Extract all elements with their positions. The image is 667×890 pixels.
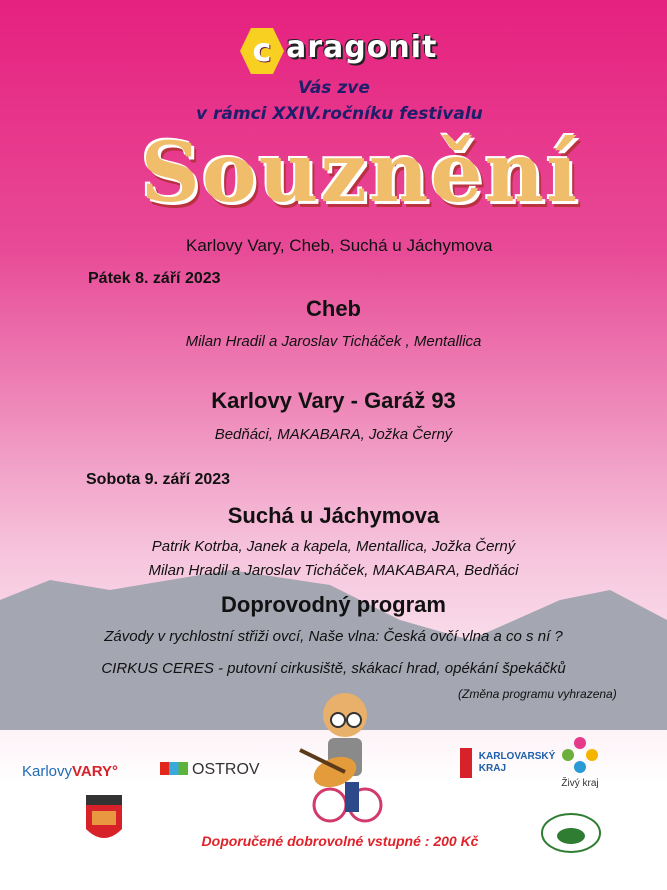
invite-line-1: Vás zve — [298, 78, 370, 98]
guitarist-illustration — [290, 690, 395, 825]
day2-date: Sobota 9. září 2023 — [86, 471, 231, 488]
zivy-kraj-logo — [550, 735, 610, 789]
coat-of-arms-icon — [82, 795, 126, 847]
kv-logo-part-a: Karlovy — [22, 763, 73, 780]
karlovy-vary-logo — [22, 763, 118, 780]
day1-date: Pátek 8. září 2023 — [88, 270, 221, 287]
kraj-mark-icon — [460, 748, 472, 778]
festival-places: Karlovy Vary, Cheb, Suchá u Jáchymova — [186, 236, 493, 255]
program-heading: Doprovodný program — [221, 592, 446, 617]
program-line-1: Závody v rychlostní střiži ovcí, Naše vlna: Česká ovčí vlna a co s ní ? — [104, 628, 563, 645]
kraj-line-2: KRAJ — [478, 763, 507, 774]
lineup-cheb: Milan Hradil a Jaroslav Ticháček , Mentallica — [185, 333, 482, 350]
venue-karlovy-vary: Karlovy Vary - Garáž 93 — [211, 388, 456, 413]
round-association-logo — [540, 812, 602, 854]
aragonit-logo — [240, 28, 438, 74]
flower-icon — [560, 735, 600, 775]
program-line-2: CIRKUS CERES - putovní cirkusiště, skákací hrad, opékání špekáčků — [101, 660, 566, 677]
festival-title: Souznění — [140, 125, 580, 221]
venue-cheb: Cheb — [306, 296, 361, 321]
kraj-line-1: KARLOVARSKÝ — [478, 751, 556, 762]
invite-line-2: v rámci XXIV.ročníku festivalu — [196, 104, 483, 124]
ostrov-label: OSTROV — [192, 761, 260, 778]
lineup-sucha-1: Patrik Kotrba, Janek a kapela, Mentallica, Jožka Černý — [151, 538, 516, 555]
entry-price: Doporučené dobrovolné vstupné : 200 Kč — [201, 833, 479, 849]
kv-logo-part-b: VARY° — [72, 763, 119, 780]
ostrov-flag-icon — [160, 762, 188, 775]
zivy-kraj-label: Živý kraj — [561, 778, 599, 789]
lineup-karlovy-vary: Bedňáci, MAKABARA, Jožka Černý — [214, 426, 453, 443]
karlovarsky-kraj-logo — [460, 748, 555, 778]
venue-sucha: Suchá u Jáchymova — [227, 503, 440, 528]
brand-name: aragonit — [286, 30, 438, 65]
brand-initial: c — [252, 31, 272, 69]
ostrov-logo — [160, 761, 260, 779]
program-note: (Změna programu vyhrazena) — [458, 687, 617, 701]
lineup-sucha-2: Milan Hradil a Jaroslav Ticháček, MAKABARA, Bedňáci — [148, 562, 519, 579]
